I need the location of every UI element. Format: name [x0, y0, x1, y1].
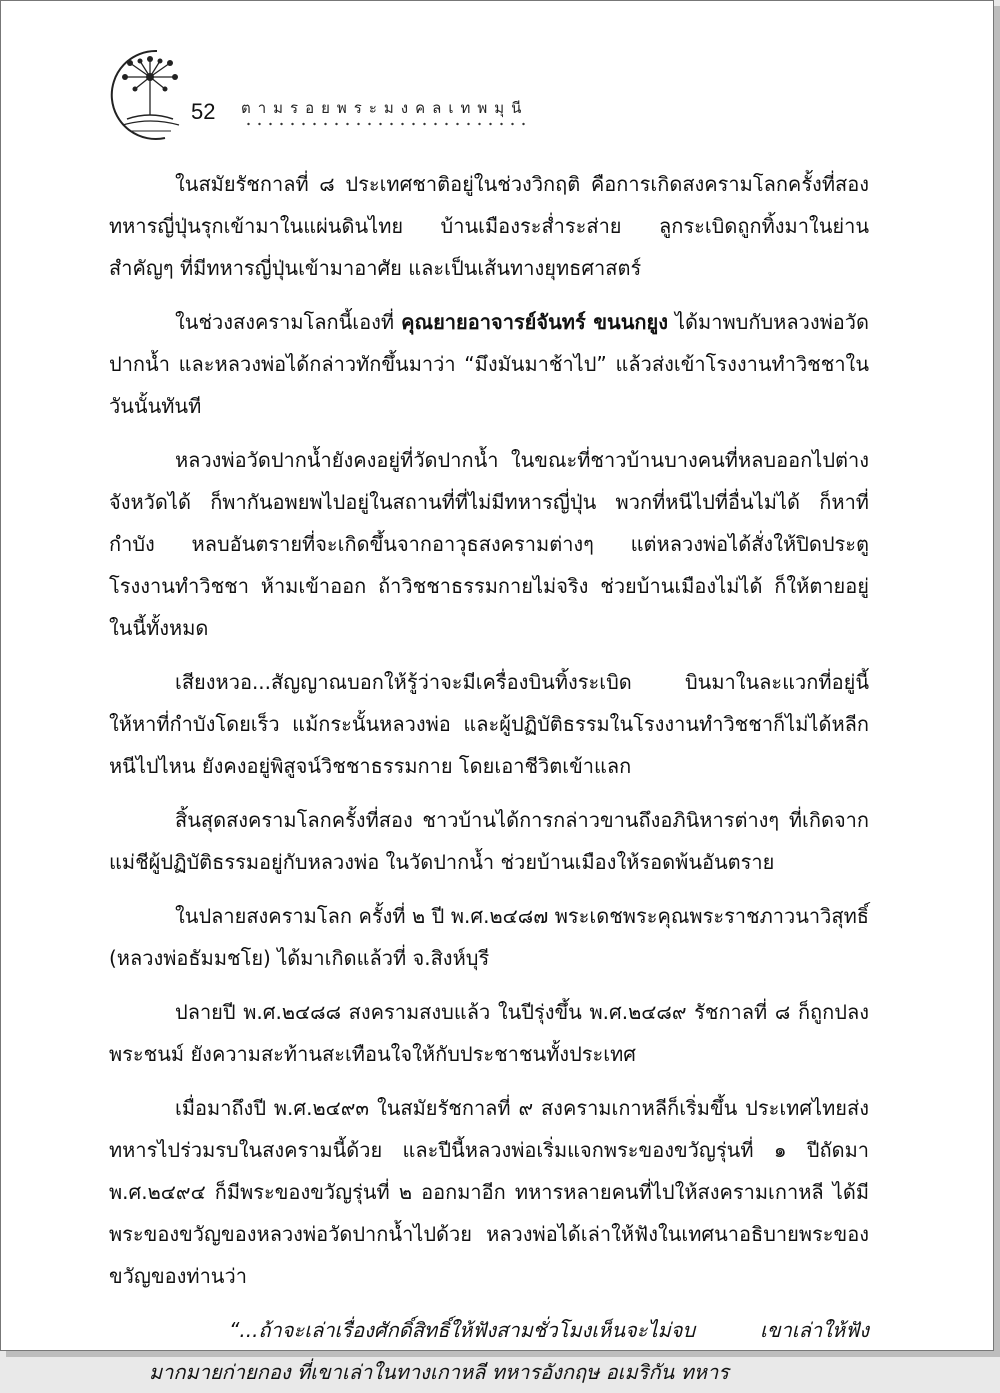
paragraph-8: เมื่อมาถึงปี พ.ศ.๒๔๙๓ ในสมัยรัชกาลที่ ๙ สงครามเกาหลีก็เริ่มขึ้น ประเทศไทยส่งทหารไปร่วมรบในสงครามนี้ด้วย และปีนี้หลวงพ่อเริ่มแจกพระของขวัญรุ่นที่ ๑ ปีถัดมา พ.ศ.๒๔๙๔ ก็มีพระของขวัญรุ่นที่ ๒ ออกมาอีก ทหารหลายคนที่ไปให้สงครามเกาหลี ได้มีพระของขวัญของหลวงพ่อวัดปากน้ำไปด้วย หลวงพ่อได้เล่าให้ฟังในเทศนาอธิบายพระของขวัญของท่านว่า [109, 1096, 869, 1288]
paragraph-1: ในสมัยรัชกาลที่ ๘ ประเทศชาติอยู่ในช่วงวิกฤติ คือการเกิดสงครามโลกครั้งที่สอง ทหารญี่ปุ่นรุกเข้ามาในแผ่นดินไทย บ้านเมืองระส่ำระส่าย ลูกระเบิดถูกทิ้งมาในย่านสำคัญๆ ที่มีทหารญี่ปุ่นเข้ามาอาศัย และเป็นเส้นทางยุทธศาสตร์ [109, 172, 869, 280]
paragraph-2-bold-name: คุณยายอาจารย์จันทร์ ขนนกยูง [401, 310, 668, 334]
paragraph-3: หลวงพ่อวัดปากน้ำยังคงอยู่ที่วัดปากน้ำ ในขณะที่ชาวบ้านบางคนที่หลบออกไปต่างจังหวัดได้ ก็พากันอพยพไปอยู่ในสถานที่ที่ไม่มีทหารญี่ปุ่น พวกที่หนีไปที่อื่นไม่ได้ ก็หาที่กำบัง หลบอันตรายที่จะเกิดขึ้นจากอาวุธสงครามต่างๆ แต่หลวงพ่อได้สั่งให้ปิดประตูโรงงานทำวิชชา ห้ามเข้าออก ถ้าวิชชาธรรมกายไม่จริง ช่วยบ้านเมืองไม่ได้ ก็ให้ตายอยู่ในนี้ทั้งหมด [109, 448, 869, 640]
page-number: 52 [191, 99, 216, 124]
paragraph-2-rest: ได้มาพบกับหลวงพ่อวัดปากน้ำ และหลวงพ่อได้กล่าวทักขึ้นมาว่า “มึงมันมาช้าไป” แล้วส่งเข้าโรงงานทำวิชชาในวันนั้นทันที [109, 310, 869, 418]
paragraph-6: ในปลายสงครามโลก ครั้งที่ ๒ ปี พ.ศ.๒๔๘๗ พระเดชพระคุณพระราชภาวนาวิสุทธิ์ (หลวงพ่อธัมมชโย) ได้มาเกิดแล้วที่ จ.สิงห์บุรี [109, 904, 869, 970]
tree-logo-icon [105, 47, 199, 145]
page-shadow-right [994, 6, 1000, 1357]
paragraph-5: สิ้นสุดสงครามโลกครั้งที่สอง ชาวบ้านได้การกล่าวขานถึงอภินิหารต่างๆ ที่เกิดจากแม่ชีผู้ปฏิบัติธรรมอยู่กับหลวงพ่อ ในวัดปากน้ำ ช่วยบ้านเมืองให้รอดพ้นอันตราย [109, 808, 869, 874]
quote-block: “...ถ้าจะเล่าเรื่องศักดิ์สิทธิ์ให้ฟังสามชั่วโมงเห็นจะไม่จบ เขาเล่าให้ฟังมากมายก่ายกอง ที่เขาเล่าในทางเกาหลี ทหารอังกฤษ อเมริกัน ทหาร [149, 1318, 869, 1384]
body-text [109, 163, 869, 1393]
paragraph-2 [109, 301, 869, 427]
paragraph-2-lead: ในช่วงสงครามโลกนี้เองที่ [175, 310, 402, 334]
header-dotted-rule [243, 122, 533, 126]
running-title: ตามรอยพระมงคลเทพมุนี [241, 99, 529, 117]
paragraph-4: เสียงหวอ...สัญญาณบอกให้รู้ว่าจะมีเครื่องบินทิ้งระเบิด บินมาในละแวกที่อยู่นี้ ให้หาที่กำบังโดยเร็ว แม้กระนั้นหลวงพ่อ และผู้ปฏิบัติธรรมในโรงงานทำวิชชาก็ไม่ได้หลีกหนีไปไหน ยังคงอยู่พิสูจน์วิชชาธรรมกาย โดยเอาชีวิตเข้าแลก [109, 670, 869, 778]
paragraph-7: ปลายปี พ.ศ.๒๔๘๘ สงครามสงบแล้ว ในปีรุ่งขึ้น พ.ศ.๒๔๘๙ รัชกาลที่ ๘ ก็ถูกปลงพระชนม์ ยังความสะท้านสะเทือนใจให้กับประชาชนทั้งประเทศ [109, 1000, 869, 1066]
